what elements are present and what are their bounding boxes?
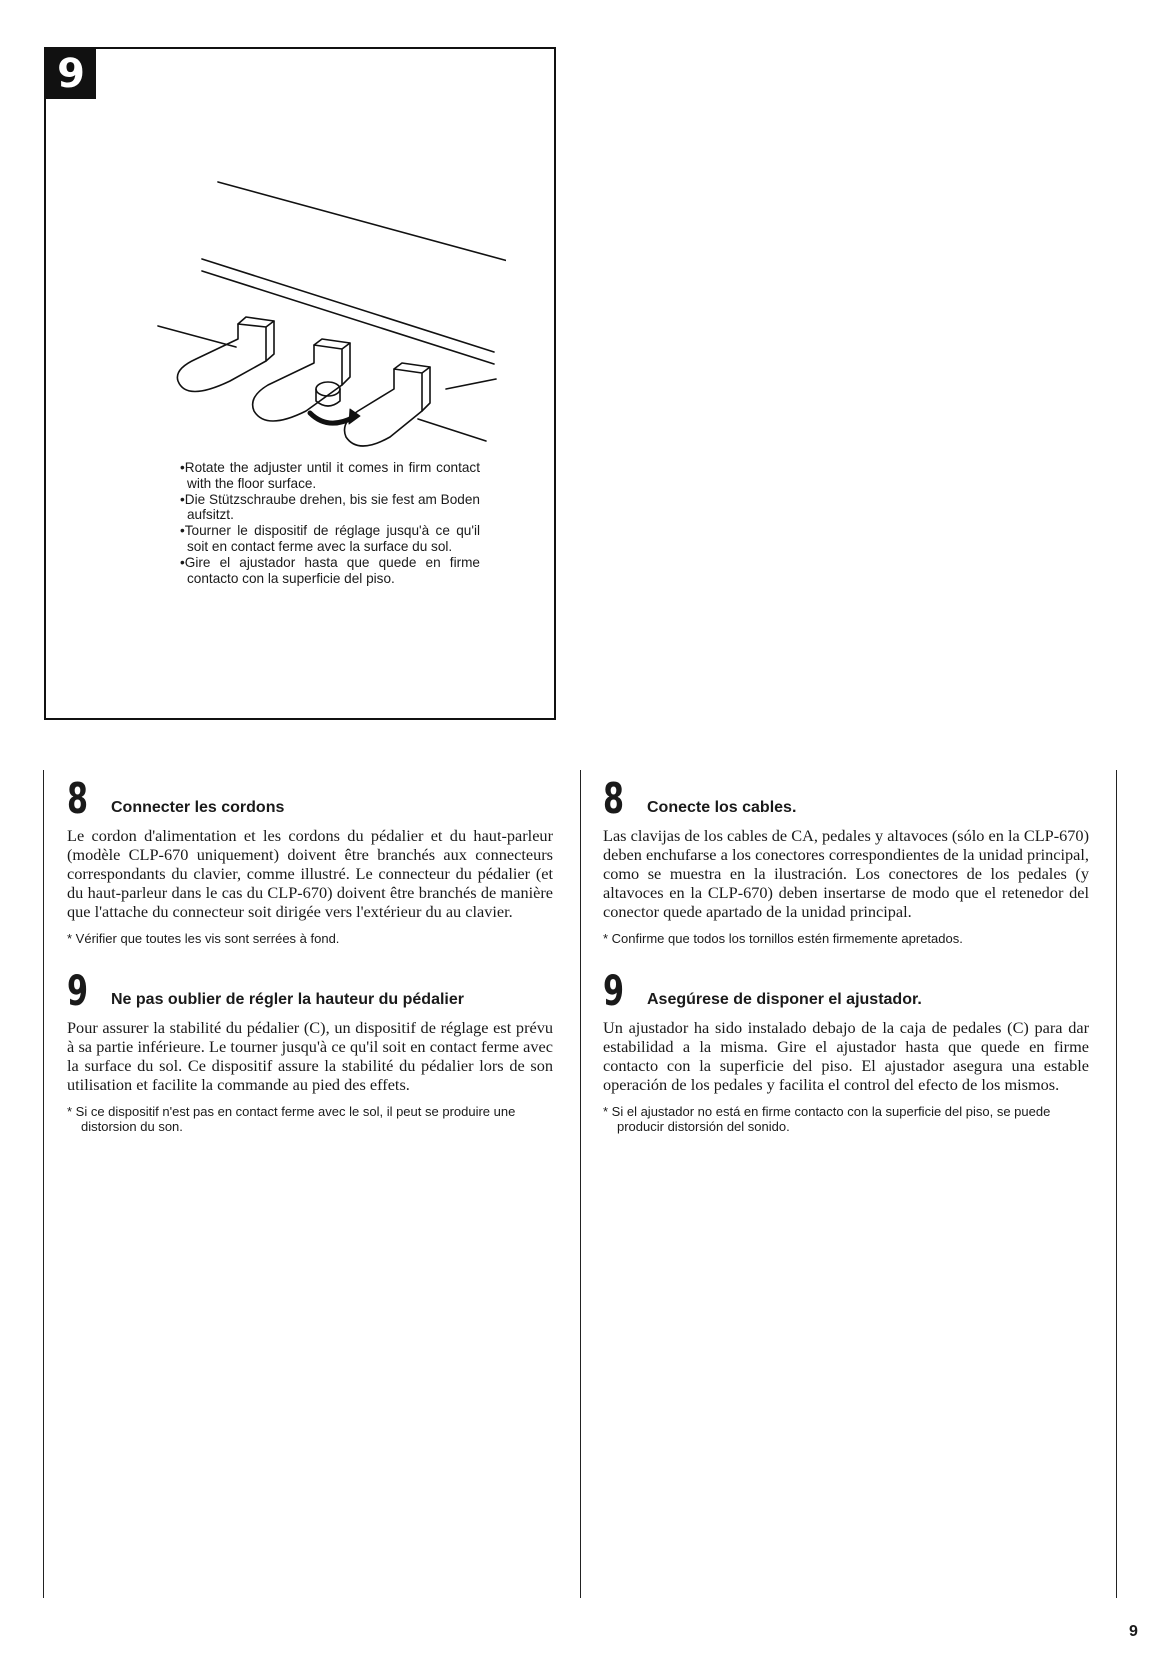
caption-french: • Tourner le dispositif de réglage jusqu'à ce qu'il soit en contact ferme avec la surface du sol. (180, 523, 480, 555)
section-note: * Si el ajustador no está en firme contacto con la superficie del piso, se puede producir distorsión del sonido. (603, 1104, 1051, 1134)
figure-caption (180, 460, 480, 586)
section-number: 9 (603, 966, 625, 1015)
section-body: Pour assurer la stabilité du pédalier (C), un dispositif de réglage est prévu à sa partie inférieure. Le tourner jusqu'à ce qu'il soit en contact ferme avec la surface du sol. Ce dispositif assure la stabilité du pédalier lors de son utilisation et facilite la commande au pied des effets. (67, 1018, 553, 1094)
page-number: 9 (1129, 1623, 1138, 1640)
section-body: Un ajustador ha sido instalado debajo de la caja de pedales (C) para dar estabilidad a la misma. Gire el ajustador hasta que quede en firme contacto con la superficie del piso. El ajustador asegura una estable operación de los pedales y facilita el control del efecto de los mismos. (603, 1018, 1089, 1094)
section-title: Asegúrese de disponer el ajustador. (647, 991, 922, 1008)
section-8-heading-fr (67, 774, 553, 823)
section-title: Conecte los cables. (647, 799, 797, 816)
section-body: Le cordon d'alimentation et les cordons du pédalier et du haut-parleur (modèle CLP-670 uniquement) doivent être branchés aux connecteurs correspondants du clavier, comme illustré. Le connecteur du pédalier (et du haut-parleur dans le cas du CLP-670) doivent être branchés de manière que l'attache du connecteur soit dirigée vers l'extérieur du au clavier. (67, 826, 553, 921)
section-number: 9 (67, 966, 89, 1015)
figure-step-badge: 9 (46, 49, 96, 99)
french-column (67, 774, 553, 1134)
section-number: 8 (67, 774, 89, 823)
section-9-heading-es (603, 966, 1089, 1015)
left-column-rule (43, 770, 44, 1598)
pedal-adjuster-illustration (106, 119, 506, 459)
section-8-heading-es (603, 774, 1089, 823)
right-column-rule (1116, 770, 1117, 1598)
middle-column-rule (580, 770, 581, 1598)
section-number: 8 (603, 774, 625, 823)
spanish-column (603, 774, 1089, 1134)
section-title: Ne pas oublier de régler la hauteur du pédalier (111, 991, 464, 1008)
section-note: * Confirme que todos los tornillos estén firmemente apretados. (603, 931, 963, 946)
section-note: * Si ce dispositif n'est pas en contact ferme avec le sol, il peut se produire une distorsion du son. (67, 1104, 516, 1134)
section-note: * Vérifier que toutes les vis sont serrées à fond. (67, 931, 340, 946)
section-title: Connecter les cordons (111, 799, 285, 816)
section-9-heading-fr (67, 966, 553, 1015)
caption-german: • Die Stützschraube drehen, bis sie fest am Boden aufsitzt. (180, 492, 480, 524)
caption-english: • Rotate the adjuster until it comes in firm contact with the floor surface. (180, 460, 480, 492)
section-body: Las clavijas de los cables de CA, pedales y altavoces (sólo en la CLP-670) deben enchufarse a los conectores correspondientes de la unidad principal, como se muestra en la ilustración. Los conectores de los pedales (y altavoces en la CLP-670) deben insertarse de modo que el retenedor del conector quede apartado de la unidad principal. (603, 826, 1089, 921)
figure-box (44, 47, 556, 720)
caption-spanish: • Gire el ajustador hasta que quede en firme contacto con la superficie del piso. (180, 555, 480, 587)
